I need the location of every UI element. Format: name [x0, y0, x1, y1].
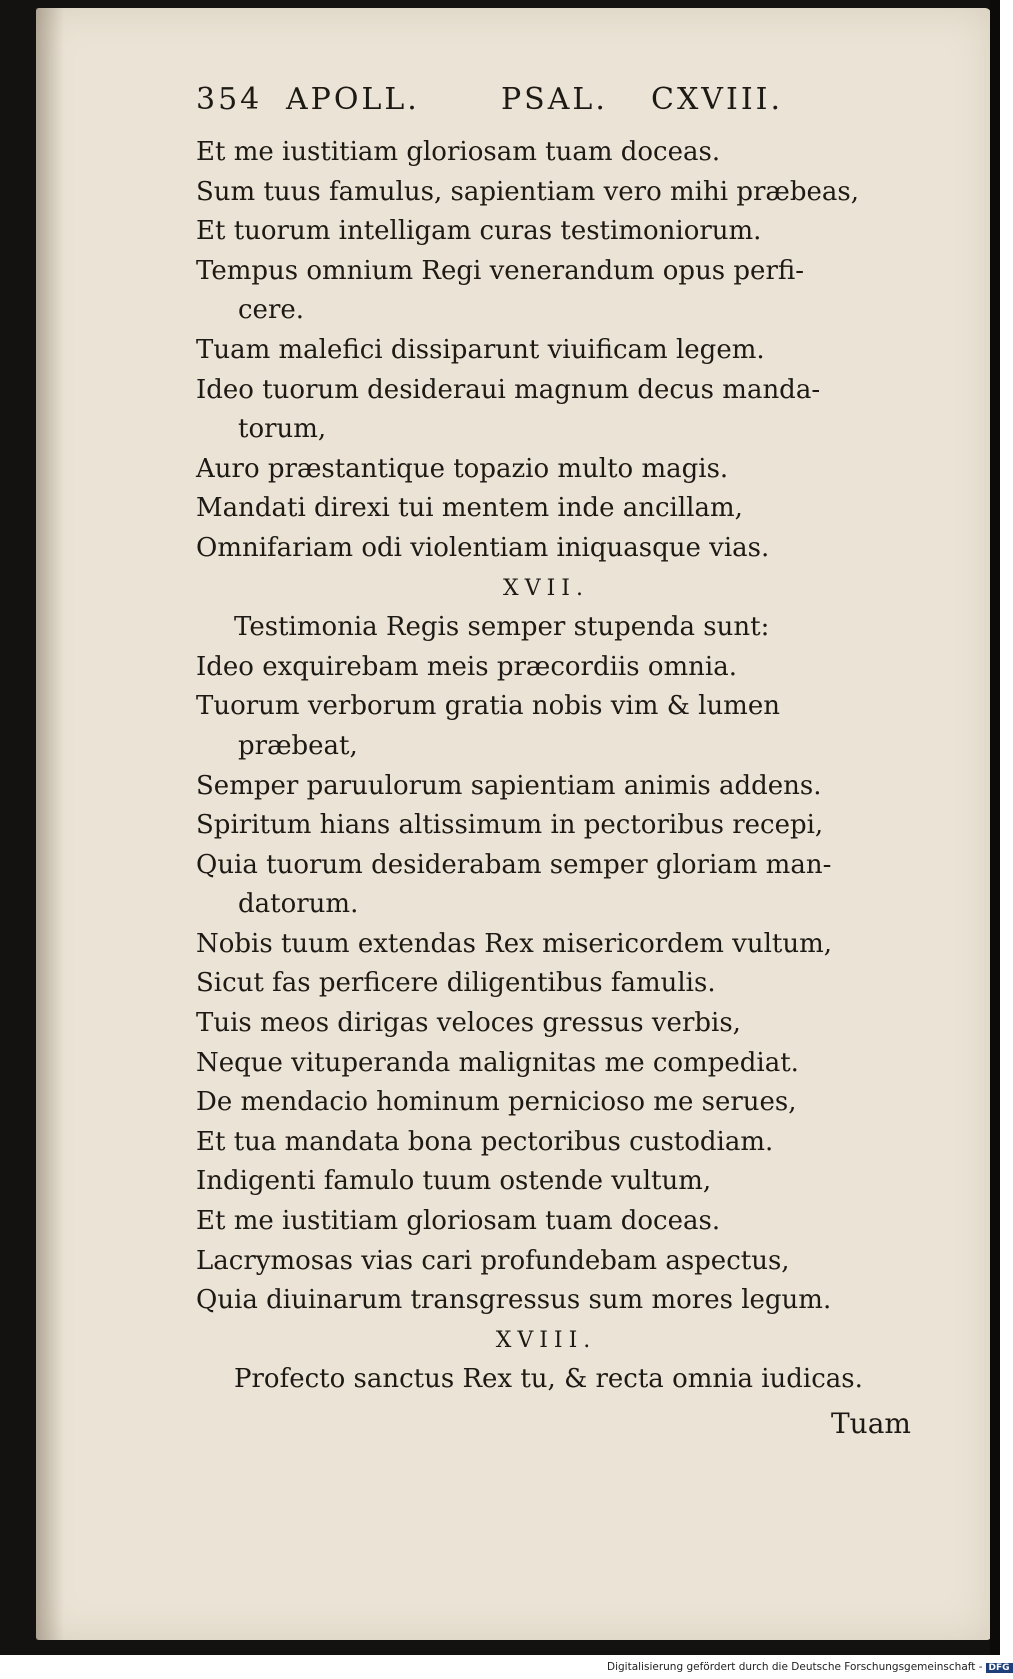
- text-line: Indigenti famulo tuum ostende vultum,: [196, 1166, 712, 1197]
- text-line: Omnifariam odi violentiam iniquasque vias.: [196, 532, 770, 563]
- text-line: Tuis meos dirigas veloces gressus verbis,: [196, 1008, 741, 1039]
- text-line: Profecto sanctus Rex tu, & recta omnia iudicas.: [234, 1364, 863, 1395]
- psalm-number: CXVIII.: [651, 82, 784, 117]
- verse-text-block: [196, 133, 936, 1400]
- text-line: Et me iustitiam gloriosam tuam doceas.: [196, 1206, 721, 1237]
- text-line: torum,: [238, 414, 327, 445]
- text-line: Et tua mandata bona pectoribus custodiam.: [196, 1126, 774, 1157]
- catchword: Tuam: [831, 1407, 911, 1440]
- text-line: datorum.: [238, 889, 359, 920]
- section-heading: XVIII.: [495, 1327, 597, 1353]
- text-line: De mendacio hominum pernicioso me serues,: [196, 1087, 797, 1118]
- text-line: præbeat,: [238, 730, 358, 761]
- text-line: Et tuorum intelligam curas testimoniorum.: [196, 216, 762, 247]
- text-line: Tempus omnium Regi venerandum opus perfi-: [196, 255, 805, 286]
- text-line: Ideo exquirebam meis præcordiis omnia.: [196, 651, 737, 682]
- text-line: Sum tuus famulus, sapientiam vero mihi præbeas,: [196, 176, 859, 207]
- section-heading: XVII.: [503, 575, 589, 601]
- page-edge-shadow: [990, 0, 1000, 1655]
- text-line: Neque vituperanda malignitas me compediat.: [196, 1047, 799, 1078]
- digitization-credit: [607, 1661, 1013, 1673]
- text-line: Quia tuorum desiderabam semper gloriam man-: [196, 849, 832, 880]
- page-number: 354: [196, 82, 263, 117]
- text-line: Sicut fas perficere diligentibus famulis.: [196, 968, 716, 999]
- text-line: Nobis tuum extendas Rex misericordem vultum,: [196, 928, 832, 959]
- text-line: Tuorum verborum gratia nobis vim & lumen: [196, 691, 780, 722]
- text-line: Semper paruulorum sapientiam animis addens.: [196, 770, 822, 801]
- credit-text: Digitalisierung gefördert durch die Deutsche Forschungsgemeinschaft -: [607, 1661, 983, 1673]
- text-line: Tuam malefici dissiparunt viuificam legem.: [196, 334, 765, 365]
- running-title-author: APOLL.: [286, 82, 420, 117]
- running-title-book: PSAL.: [501, 82, 608, 117]
- text-line: Et me iustitiam gloriosam tuam doceas.: [196, 137, 721, 167]
- text-line: Testimonia Regis semper stupenda sunt:: [234, 612, 770, 643]
- dfg-logo: DFG: [986, 1663, 1013, 1673]
- text-line: Quia diuinarum transgressus sum mores legum.: [196, 1285, 832, 1316]
- text-line: Spiritum hians altissimum in pectoribus recepi,: [196, 810, 824, 841]
- text-line: cere.: [238, 295, 305, 326]
- text-line: Lacrymosas vias cari profundebam aspectus,: [196, 1245, 790, 1276]
- text-line: Ideo tuorum desideraui magnum decus manda-: [196, 374, 821, 405]
- text-line: Mandati direxi tui mentem inde ancillam,: [196, 493, 743, 524]
- text-line: Auro præstantique topazio multo magis.: [196, 453, 729, 484]
- running-header: [196, 82, 783, 117]
